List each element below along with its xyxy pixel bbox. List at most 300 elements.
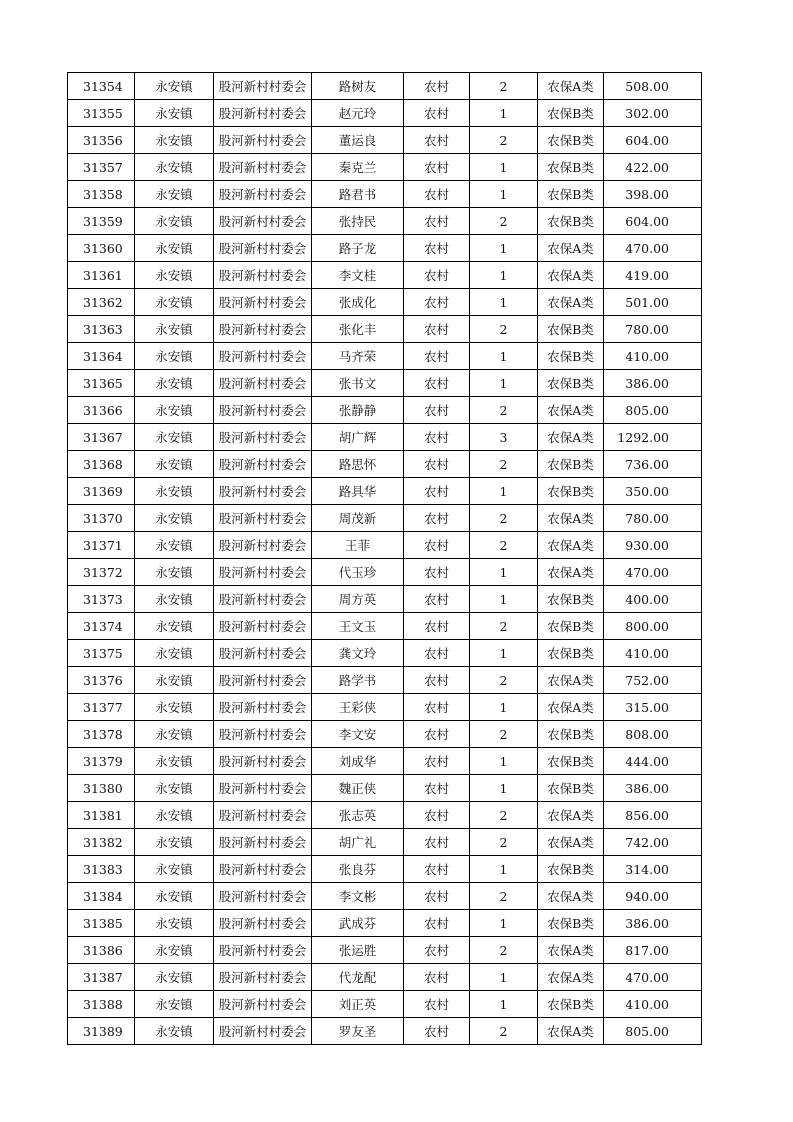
category-cell: 农保A类 [538, 964, 604, 991]
village-cell: 股河新村村委会 [214, 235, 312, 262]
village-cell: 股河新村村委会 [214, 937, 312, 964]
area-type-cell: 农村 [404, 721, 470, 748]
record-id-cell: 31361 [68, 262, 135, 289]
category-cell: 农保B类 [538, 991, 604, 1018]
name-cell: 路具华 [312, 478, 404, 505]
household-count-cell: 2 [470, 451, 538, 478]
record-id-cell: 31365 [68, 370, 135, 397]
table-row [68, 289, 702, 316]
category-cell: 农保B类 [538, 451, 604, 478]
town-cell: 永安镇 [135, 856, 214, 883]
record-id-cell: 31382 [68, 829, 135, 856]
table-row [68, 73, 702, 100]
record-id-cell: 31370 [68, 505, 135, 532]
village-cell: 股河新村村委会 [214, 883, 312, 910]
amount-cell: 419.00 [604, 262, 702, 289]
amount-cell: 604.00 [604, 127, 702, 154]
area-type-cell: 农村 [404, 856, 470, 883]
town-cell: 永安镇 [135, 883, 214, 910]
town-cell: 永安镇 [135, 370, 214, 397]
table-row [68, 775, 702, 802]
category-cell: 农保A类 [538, 667, 604, 694]
village-cell: 股河新村村委会 [214, 208, 312, 235]
category-cell: 农保B类 [538, 316, 604, 343]
category-cell: 农保A类 [538, 883, 604, 910]
record-id-cell: 31376 [68, 667, 135, 694]
category-cell: 农保B类 [538, 748, 604, 775]
town-cell: 永安镇 [135, 802, 214, 829]
amount-cell: 817.00 [604, 937, 702, 964]
table-row [68, 532, 702, 559]
household-count-cell: 2 [470, 802, 538, 829]
village-cell: 股河新村村委会 [214, 478, 312, 505]
town-cell: 永安镇 [135, 262, 214, 289]
name-cell: 周方英 [312, 586, 404, 613]
town-cell: 永安镇 [135, 127, 214, 154]
table-row [68, 424, 702, 451]
village-cell: 股河新村村委会 [214, 451, 312, 478]
category-cell: 农保B类 [538, 208, 604, 235]
amount-cell: 470.00 [604, 235, 702, 262]
record-id-cell: 31385 [68, 910, 135, 937]
household-count-cell: 1 [470, 235, 538, 262]
area-type-cell: 农村 [404, 451, 470, 478]
name-cell: 张持民 [312, 208, 404, 235]
area-type-cell: 农村 [404, 964, 470, 991]
town-cell: 永安镇 [135, 721, 214, 748]
village-cell: 股河新村村委会 [214, 559, 312, 586]
category-cell: 农保B类 [538, 613, 604, 640]
record-id-cell: 31372 [68, 559, 135, 586]
household-count-cell: 2 [470, 721, 538, 748]
category-cell: 农保A类 [538, 559, 604, 586]
town-cell: 永安镇 [135, 343, 214, 370]
household-count-cell: 2 [470, 1018, 538, 1045]
name-cell: 周茂新 [312, 505, 404, 532]
town-cell: 永安镇 [135, 73, 214, 100]
category-cell: 农保A类 [538, 532, 604, 559]
amount-cell: 805.00 [604, 397, 702, 424]
household-count-cell: 2 [470, 127, 538, 154]
table-row [68, 100, 702, 127]
table-row [68, 640, 702, 667]
village-cell: 股河新村村委会 [214, 640, 312, 667]
amount-cell: 742.00 [604, 829, 702, 856]
village-cell: 股河新村村委会 [214, 910, 312, 937]
amount-cell: 940.00 [604, 883, 702, 910]
household-count-cell: 2 [470, 505, 538, 532]
category-cell: 农保A类 [538, 424, 604, 451]
household-count-cell: 2 [470, 208, 538, 235]
village-cell: 股河新村村委会 [214, 613, 312, 640]
name-cell: 张成化 [312, 289, 404, 316]
area-type-cell: 农村 [404, 505, 470, 532]
town-cell: 永安镇 [135, 154, 214, 181]
name-cell: 王文玉 [312, 613, 404, 640]
category-cell: 农保A类 [538, 802, 604, 829]
area-type-cell: 农村 [404, 532, 470, 559]
amount-cell: 501.00 [604, 289, 702, 316]
table-row [68, 613, 702, 640]
record-id-cell: 31371 [68, 532, 135, 559]
area-type-cell: 农村 [404, 235, 470, 262]
table-row [68, 262, 702, 289]
village-cell: 股河新村村委会 [214, 775, 312, 802]
village-cell: 股河新村村委会 [214, 100, 312, 127]
record-id-cell: 31359 [68, 208, 135, 235]
record-id-cell: 31373 [68, 586, 135, 613]
town-cell: 永安镇 [135, 667, 214, 694]
amount-cell: 1292.00 [604, 424, 702, 451]
category-cell: 农保B类 [538, 343, 604, 370]
town-cell: 永安镇 [135, 397, 214, 424]
table-row [68, 451, 702, 478]
table-row [68, 883, 702, 910]
town-cell: 永安镇 [135, 289, 214, 316]
area-type-cell: 农村 [404, 208, 470, 235]
table-row [68, 748, 702, 775]
town-cell: 永安镇 [135, 991, 214, 1018]
area-type-cell: 农村 [404, 127, 470, 154]
amount-cell: 805.00 [604, 1018, 702, 1045]
village-cell: 股河新村村委会 [214, 397, 312, 424]
amount-cell: 422.00 [604, 154, 702, 181]
record-id-cell: 31366 [68, 397, 135, 424]
category-cell: 农保B类 [538, 127, 604, 154]
village-cell: 股河新村村委会 [214, 370, 312, 397]
area-type-cell: 农村 [404, 73, 470, 100]
table-row [68, 370, 702, 397]
area-type-cell: 农村 [404, 991, 470, 1018]
category-cell: 农保A类 [538, 262, 604, 289]
name-cell: 罗友圣 [312, 1018, 404, 1045]
data-table [67, 72, 702, 1045]
category-cell: 农保A类 [538, 829, 604, 856]
name-cell: 刘正英 [312, 991, 404, 1018]
record-id-cell: 31367 [68, 424, 135, 451]
area-type-cell: 农村 [404, 802, 470, 829]
record-id-cell: 31381 [68, 802, 135, 829]
town-cell: 永安镇 [135, 694, 214, 721]
name-cell: 秦克兰 [312, 154, 404, 181]
amount-cell: 780.00 [604, 505, 702, 532]
village-cell: 股河新村村委会 [214, 586, 312, 613]
village-cell: 股河新村村委会 [214, 73, 312, 100]
table-row [68, 478, 702, 505]
name-cell: 路子龙 [312, 235, 404, 262]
area-type-cell: 农村 [404, 640, 470, 667]
area-type-cell: 农村 [404, 154, 470, 181]
household-count-cell: 1 [470, 343, 538, 370]
name-cell: 路君书 [312, 181, 404, 208]
town-cell: 永安镇 [135, 748, 214, 775]
household-count-cell: 1 [470, 964, 538, 991]
name-cell: 王彩侠 [312, 694, 404, 721]
record-id-cell: 31377 [68, 694, 135, 721]
area-type-cell: 农村 [404, 100, 470, 127]
name-cell: 魏正侠 [312, 775, 404, 802]
record-id-cell: 31364 [68, 343, 135, 370]
table-row [68, 208, 702, 235]
category-cell: 农保B类 [538, 100, 604, 127]
table-row [68, 181, 702, 208]
town-cell: 永安镇 [135, 559, 214, 586]
household-count-cell: 1 [470, 262, 538, 289]
record-id-cell: 31357 [68, 154, 135, 181]
amount-cell: 386.00 [604, 775, 702, 802]
household-count-cell: 2 [470, 829, 538, 856]
area-type-cell: 农村 [404, 424, 470, 451]
record-id-cell: 31363 [68, 316, 135, 343]
category-cell: 农保B类 [538, 721, 604, 748]
record-id-cell: 31354 [68, 73, 135, 100]
name-cell: 刘成华 [312, 748, 404, 775]
table-row [68, 802, 702, 829]
amount-cell: 930.00 [604, 532, 702, 559]
village-cell: 股河新村村委会 [214, 505, 312, 532]
area-type-cell: 农村 [404, 937, 470, 964]
village-cell: 股河新村村委会 [214, 127, 312, 154]
household-count-cell: 2 [470, 613, 538, 640]
area-type-cell: 农村 [404, 586, 470, 613]
town-cell: 永安镇 [135, 505, 214, 532]
name-cell: 李文彬 [312, 883, 404, 910]
amount-cell: 302.00 [604, 100, 702, 127]
area-type-cell: 农村 [404, 667, 470, 694]
amount-cell: 350.00 [604, 478, 702, 505]
village-cell: 股河新村村委会 [214, 802, 312, 829]
household-count-cell: 1 [470, 154, 538, 181]
amount-cell: 444.00 [604, 748, 702, 775]
name-cell: 董运良 [312, 127, 404, 154]
name-cell: 代玉珍 [312, 559, 404, 586]
area-type-cell: 农村 [404, 343, 470, 370]
household-count-cell: 2 [470, 667, 538, 694]
name-cell: 张志英 [312, 802, 404, 829]
town-cell: 永安镇 [135, 181, 214, 208]
amount-cell: 856.00 [604, 802, 702, 829]
village-cell: 股河新村村委会 [214, 289, 312, 316]
village-cell: 股河新村村委会 [214, 262, 312, 289]
record-id-cell: 31387 [68, 964, 135, 991]
amount-cell: 410.00 [604, 991, 702, 1018]
area-type-cell: 农村 [404, 883, 470, 910]
household-count-cell: 1 [470, 775, 538, 802]
village-cell: 股河新村村委会 [214, 964, 312, 991]
village-cell: 股河新村村委会 [214, 1018, 312, 1045]
amount-cell: 400.00 [604, 586, 702, 613]
record-id-cell: 31360 [68, 235, 135, 262]
town-cell: 永安镇 [135, 235, 214, 262]
name-cell: 张静静 [312, 397, 404, 424]
name-cell: 李文安 [312, 721, 404, 748]
category-cell: 农保A类 [538, 397, 604, 424]
category-cell: 农保A类 [538, 694, 604, 721]
amount-cell: 410.00 [604, 343, 702, 370]
record-id-cell: 31380 [68, 775, 135, 802]
name-cell: 武成芬 [312, 910, 404, 937]
village-cell: 股河新村村委会 [214, 181, 312, 208]
town-cell: 永安镇 [135, 775, 214, 802]
name-cell: 胡广辉 [312, 424, 404, 451]
name-cell: 赵元玲 [312, 100, 404, 127]
amount-cell: 410.00 [604, 640, 702, 667]
table-row [68, 910, 702, 937]
category-cell: 农保B类 [538, 640, 604, 667]
category-cell: 农保A类 [538, 73, 604, 100]
area-type-cell: 农村 [404, 829, 470, 856]
record-id-cell: 31379 [68, 748, 135, 775]
area-type-cell: 农村 [404, 370, 470, 397]
record-id-cell: 31369 [68, 478, 135, 505]
amount-cell: 752.00 [604, 667, 702, 694]
name-cell: 张书文 [312, 370, 404, 397]
household-count-cell: 1 [470, 289, 538, 316]
household-count-cell: 2 [470, 73, 538, 100]
town-cell: 永安镇 [135, 424, 214, 451]
household-count-cell: 1 [470, 370, 538, 397]
village-cell: 股河新村村委会 [214, 991, 312, 1018]
amount-cell: 780.00 [604, 316, 702, 343]
amount-cell: 314.00 [604, 856, 702, 883]
name-cell: 马齐荣 [312, 343, 404, 370]
household-count-cell: 1 [470, 559, 538, 586]
category-cell: 农保B类 [538, 586, 604, 613]
table-row [68, 991, 702, 1018]
town-cell: 永安镇 [135, 1018, 214, 1045]
household-count-cell: 1 [470, 991, 538, 1018]
record-id-cell: 31386 [68, 937, 135, 964]
record-id-cell: 31384 [68, 883, 135, 910]
amount-cell: 470.00 [604, 964, 702, 991]
area-type-cell: 农村 [404, 262, 470, 289]
name-cell: 胡广礼 [312, 829, 404, 856]
table-row [68, 667, 702, 694]
name-cell: 路学书 [312, 667, 404, 694]
town-cell: 永安镇 [135, 478, 214, 505]
record-id-cell: 31383 [68, 856, 135, 883]
village-cell: 股河新村村委会 [214, 856, 312, 883]
table-row [68, 397, 702, 424]
category-cell: 农保B类 [538, 478, 604, 505]
town-cell: 永安镇 [135, 937, 214, 964]
table-row [68, 829, 702, 856]
household-count-cell: 3 [470, 424, 538, 451]
table-body [68, 73, 702, 1045]
area-type-cell: 农村 [404, 559, 470, 586]
record-id-cell: 31389 [68, 1018, 135, 1045]
category-cell: 农保A类 [538, 937, 604, 964]
category-cell: 农保A类 [538, 505, 604, 532]
table-row [68, 937, 702, 964]
household-count-cell: 1 [470, 586, 538, 613]
village-cell: 股河新村村委会 [214, 532, 312, 559]
household-count-cell: 1 [470, 640, 538, 667]
village-cell: 股河新村村委会 [214, 748, 312, 775]
record-id-cell: 31368 [68, 451, 135, 478]
household-count-cell: 1 [470, 748, 538, 775]
household-count-cell: 2 [470, 532, 538, 559]
amount-cell: 386.00 [604, 370, 702, 397]
household-count-cell: 2 [470, 397, 538, 424]
town-cell: 永安镇 [135, 208, 214, 235]
category-cell: 农保B类 [538, 154, 604, 181]
amount-cell: 470.00 [604, 559, 702, 586]
household-count-cell: 2 [470, 937, 538, 964]
area-type-cell: 农村 [404, 775, 470, 802]
town-cell: 永安镇 [135, 532, 214, 559]
amount-cell: 508.00 [604, 73, 702, 100]
town-cell: 永安镇 [135, 451, 214, 478]
table-row [68, 127, 702, 154]
area-type-cell: 农村 [404, 397, 470, 424]
town-cell: 永安镇 [135, 613, 214, 640]
record-id-cell: 31356 [68, 127, 135, 154]
record-id-cell: 31374 [68, 613, 135, 640]
table-row [68, 964, 702, 991]
village-cell: 股河新村村委会 [214, 424, 312, 451]
amount-cell: 386.00 [604, 910, 702, 937]
category-cell: 农保B类 [538, 370, 604, 397]
name-cell: 李文桂 [312, 262, 404, 289]
town-cell: 永安镇 [135, 910, 214, 937]
table-row [68, 559, 702, 586]
household-count-cell: 2 [470, 883, 538, 910]
household-count-cell: 1 [470, 181, 538, 208]
category-cell: 农保A类 [538, 289, 604, 316]
town-cell: 永安镇 [135, 640, 214, 667]
table-row [68, 505, 702, 532]
name-cell: 张化丰 [312, 316, 404, 343]
area-type-cell: 农村 [404, 181, 470, 208]
town-cell: 永安镇 [135, 829, 214, 856]
household-count-cell: 1 [470, 910, 538, 937]
village-cell: 股河新村村委会 [214, 343, 312, 370]
town-cell: 永安镇 [135, 964, 214, 991]
record-id-cell: 31355 [68, 100, 135, 127]
household-count-cell: 1 [470, 856, 538, 883]
amount-cell: 808.00 [604, 721, 702, 748]
record-id-cell: 31378 [68, 721, 135, 748]
area-type-cell: 农村 [404, 316, 470, 343]
amount-cell: 800.00 [604, 613, 702, 640]
town-cell: 永安镇 [135, 100, 214, 127]
name-cell: 张良芬 [312, 856, 404, 883]
table-row [68, 154, 702, 181]
town-cell: 永安镇 [135, 586, 214, 613]
name-cell: 龚文玲 [312, 640, 404, 667]
area-type-cell: 农村 [404, 910, 470, 937]
household-count-cell: 2 [470, 316, 538, 343]
name-cell: 王菲 [312, 532, 404, 559]
village-cell: 股河新村村委会 [214, 829, 312, 856]
amount-cell: 604.00 [604, 208, 702, 235]
table-row [68, 1018, 702, 1045]
record-id-cell: 31358 [68, 181, 135, 208]
table-row [68, 235, 702, 262]
household-count-cell: 1 [470, 100, 538, 127]
amount-cell: 315.00 [604, 694, 702, 721]
area-type-cell: 农村 [404, 478, 470, 505]
category-cell: 农保B类 [538, 181, 604, 208]
household-count-cell: 1 [470, 694, 538, 721]
village-cell: 股河新村村委会 [214, 667, 312, 694]
name-cell: 路树友 [312, 73, 404, 100]
area-type-cell: 农村 [404, 748, 470, 775]
record-id-cell: 31388 [68, 991, 135, 1018]
name-cell: 代龙配 [312, 964, 404, 991]
table-row [68, 856, 702, 883]
